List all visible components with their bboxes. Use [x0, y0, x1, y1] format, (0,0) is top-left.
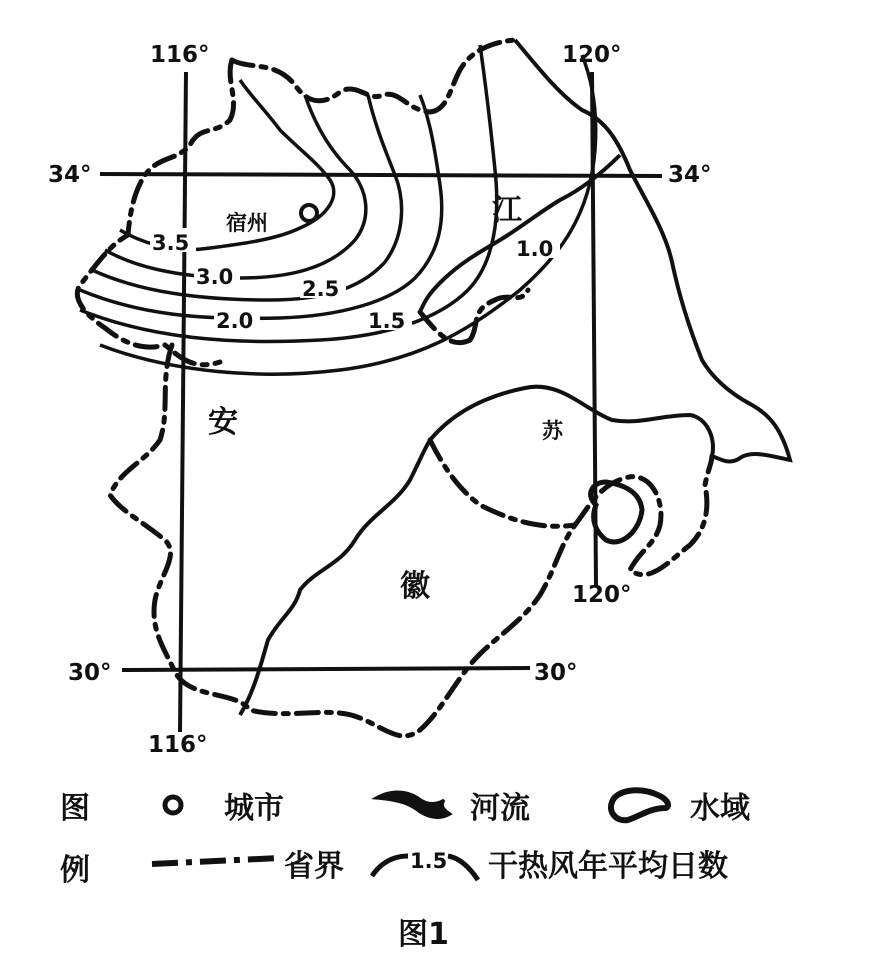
legend-city-icon — [165, 797, 181, 813]
legend-boundary-label: 省界 — [284, 849, 344, 884]
legend-city-label: 城市 — [224, 791, 284, 826]
legend — [60, 790, 751, 888]
lon-label-116-top: 116° — [150, 42, 210, 68]
legend-river-icon — [376, 792, 450, 818]
isoline-label-2-5: 2.5 — [302, 277, 340, 301]
legend-isoline-icon-left — [372, 856, 408, 876]
city-label-suzhou: 宿州 — [226, 211, 268, 235]
isoline-label-1-0: 1.0 — [516, 237, 554, 261]
isoline-label-3-0: 3.0 — [196, 265, 234, 289]
legend-title-top: 图 — [60, 791, 90, 826]
isoline-1-5 — [80, 45, 497, 341]
lat-label-30-left: 30° — [68, 660, 112, 686]
region-label-jiang: 江 — [492, 193, 522, 228]
region-label-su: 苏 — [542, 419, 563, 443]
legend-water-label: 水域 — [690, 791, 750, 826]
legend-isoline-label: 干热风年平均日数 — [488, 849, 728, 884]
rivers — [240, 155, 620, 715]
isoline-label-1-5: 1.5 — [368, 309, 406, 333]
isoline-3-0 — [105, 95, 366, 278]
isoline-label-2-0: 2.0 — [216, 309, 254, 333]
figure-caption: 图1 — [398, 917, 449, 952]
lon-label-116-bottom: 116° — [148, 732, 208, 758]
legend-isoline-sample: 1.5 — [410, 849, 448, 873]
legend-title-bottom: 例 — [60, 853, 90, 888]
isoline-2-5 — [92, 95, 402, 300]
legend-river-label: 河流 — [470, 791, 530, 826]
region-label-an: 安 — [208, 405, 238, 440]
lat-label-34-left: 34° — [48, 162, 92, 188]
city-marker-suzhou — [301, 205, 317, 221]
meridian-116 — [180, 72, 186, 732]
region-label-hui: 徽 — [400, 569, 430, 604]
legend-isoline-icon-right — [448, 856, 478, 880]
legend-boundary-icon — [152, 858, 280, 864]
lat-label-30-right: 30° — [534, 660, 578, 686]
isoline-label-3-5: 3.5 — [152, 231, 190, 255]
lake — [591, 482, 642, 542]
lon-label-120-top: 120° — [562, 42, 622, 68]
lon-label-120-bottom: 120° — [572, 582, 632, 608]
legend-water-icon — [611, 790, 668, 820]
parallel-34 — [100, 174, 662, 176]
lat-label-34-right: 34° — [668, 162, 712, 188]
